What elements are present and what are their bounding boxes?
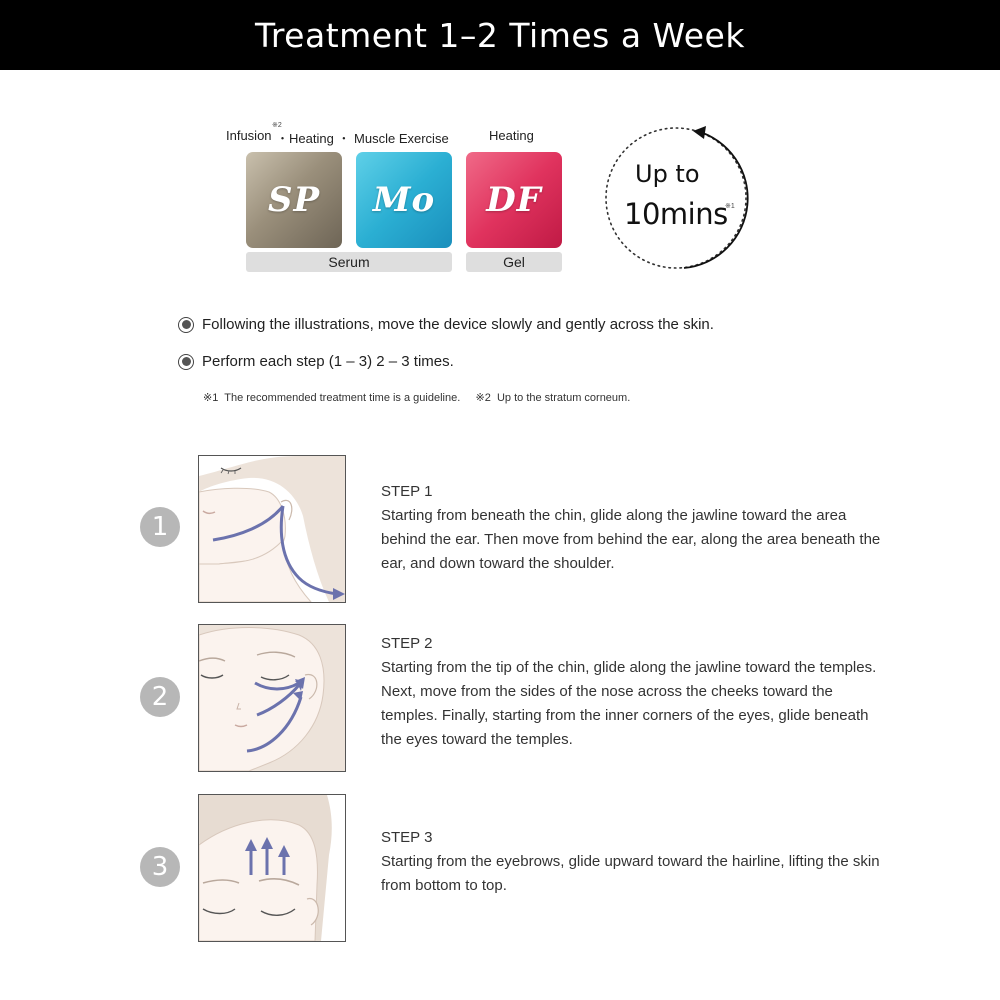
gel-bar: Gel xyxy=(466,252,562,272)
step-3-title: STEP 3 xyxy=(381,829,433,846)
step-3-text xyxy=(381,826,891,898)
mode-tile-mo: Mo xyxy=(356,152,452,248)
header-bar xyxy=(0,0,1000,70)
step-number-3-icon: 3 xyxy=(140,847,180,887)
step-1-illustration xyxy=(198,455,346,603)
infusion-label: Infusion xyxy=(226,128,272,143)
step-2-text xyxy=(381,632,891,752)
mode-tile-df: DF xyxy=(466,152,562,248)
timer-line2: 10mins xyxy=(624,197,728,231)
timer-footnote-mark: ※1 xyxy=(725,203,735,210)
timer-line1: Up to xyxy=(635,160,700,188)
step-number-1-icon: 1 xyxy=(140,507,180,547)
step-1-description: Starting from beneath the chin, glide along the jawline toward the area behind the ear. Then move from behind the ear, along the area beneath the ear, and down toward the shoulder. xyxy=(381,507,881,572)
step-2-description: Starting from the tip of the chin, glide along the jawline toward the temples. Next, move from the sides of the nose across the cheeks toward the temples. Finally, starting from the inner corners of the eyes, glide beneath the eyes toward the temples. xyxy=(381,659,877,748)
mode-tile-sp: SP xyxy=(246,152,342,248)
bullet-item: Perform each step (1 – 3) 2 – 3 times. xyxy=(178,353,454,370)
infusion-footnote-mark: ※2 xyxy=(272,122,282,129)
step-number-2-icon: 2 xyxy=(140,677,180,717)
step-1-text xyxy=(381,480,891,576)
step-2-title: STEP 2 xyxy=(381,635,433,652)
step-3-illustration xyxy=(198,794,346,942)
bullet-dot-icon xyxy=(178,354,194,370)
step-1-title: STEP 1 xyxy=(381,483,433,500)
heating-muscle-label: ・Heating ・ Muscle Exercise xyxy=(276,131,449,146)
bullet-dot-icon xyxy=(178,317,194,333)
bullet-item: Following the illustrations, move the device slowly and gently across the skin. xyxy=(178,316,714,333)
step-2-illustration xyxy=(198,624,346,772)
page-title: Treatment 1–2 Times a Week xyxy=(255,15,745,55)
step-3-description: Starting from the eyebrows, glide upward toward the hairline, lifting the skin from bottom to top. xyxy=(381,853,880,894)
serum-bar: Serum xyxy=(246,252,452,272)
footnotes: ※1 The recommended treatment time is a guideline. ※2 Up to the stratum corneum. xyxy=(203,392,631,404)
heating-label: Heating xyxy=(489,128,534,143)
